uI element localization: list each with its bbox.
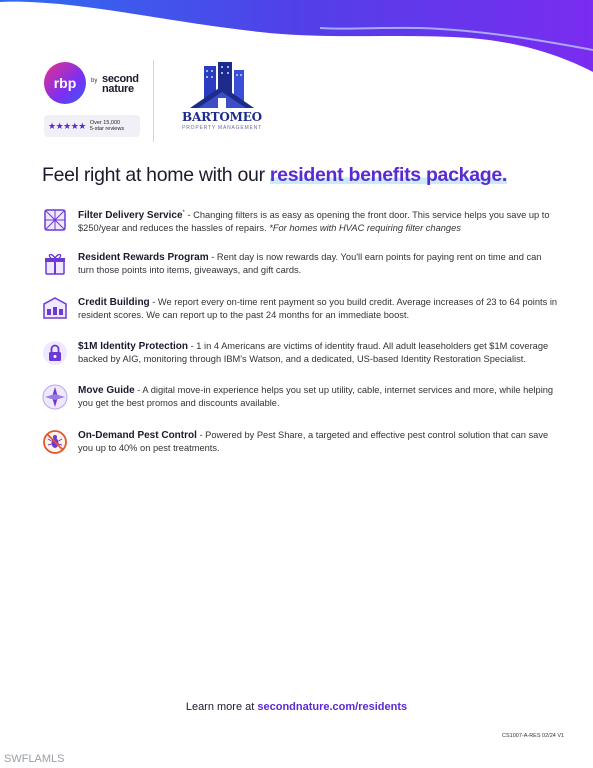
star-rating-icon: ★★★★★ [48, 120, 86, 131]
no-pest-icon [42, 429, 68, 455]
compass-icon [42, 384, 68, 410]
learn-more-text: Learn more at secondnature.com/residents [185, 701, 408, 713]
credit-icon [42, 296, 68, 322]
building-icon [172, 62, 272, 112]
by-label: by [91, 78, 98, 84]
bartomeo-subtitle: PROPERTY MANAGEMENT [182, 125, 262, 131]
second-nature-wordmark: second nature [102, 73, 139, 95]
rbp-logo-icon: rbp [44, 62, 86, 104]
gift-icon [42, 251, 68, 277]
bartomeo-logo [172, 62, 272, 142]
mls-watermark: SWFLAMLS [4, 753, 65, 765]
title-highlight: resident benefits package. [269, 164, 508, 186]
bartomeo-wordmark: BARTOMEO [182, 110, 262, 124]
filter-icon [42, 207, 68, 233]
identity-lock-icon [42, 340, 68, 366]
logo-divider [153, 60, 154, 142]
review-text: Over 15,000 5-star reviews [89, 120, 125, 132]
header-wave [0, 0, 593, 80]
residents-link[interactable]: secondnature.com/residents [257, 701, 408, 713]
review-badge [44, 115, 140, 137]
document-code: CS1007-A-RES 02/24 V1 [502, 733, 565, 739]
page-title: Feel right at home with our resident benefits package. [42, 164, 508, 186]
